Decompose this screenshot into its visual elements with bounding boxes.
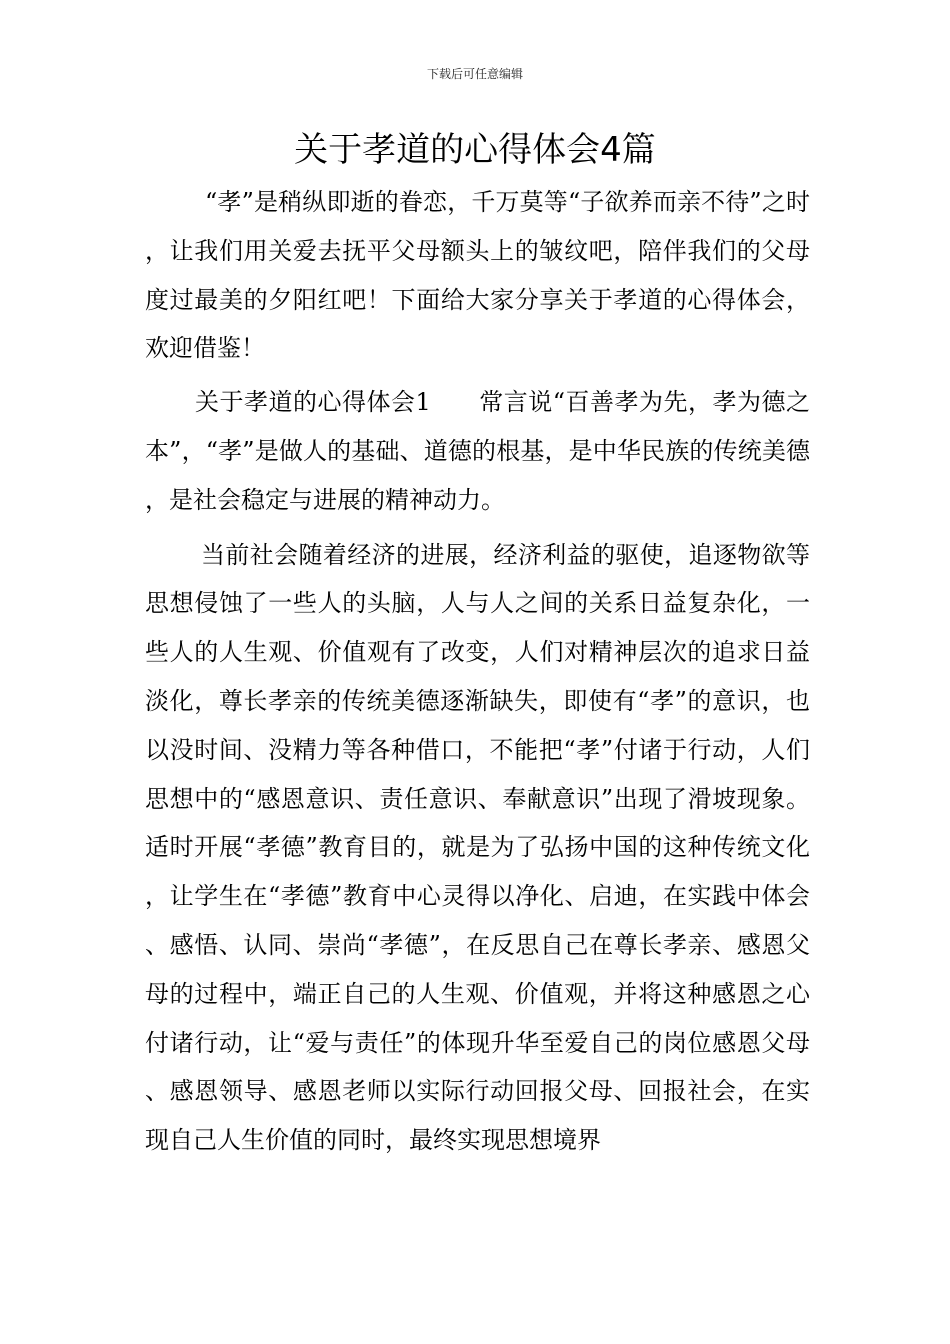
header-note: 下载后可任意编辑 [426,67,523,81]
section-1-text: 常言说“百善孝为先，孝为德之本”，“孝”是做人的基础、道德的根基，是中华民族的传统美德，是社会稳定与进展的精神动力。 [145,388,810,514]
document-body [145,178,810,1165]
body-paragraph-2: 当前社会随着经济的进展，经济利益的驱使，追逐物欲等思想侵蚀了一些人的头脑，人与人之间的关系日益复杂化，一些人的人生观、价值观有了改变，人们对精神层次的追求日益淡化，尊长孝亲的传统美德逐渐缺失，即使有“孝”的意识，也以没时间、没精力等各种借口，不能把“孝”付诸于行动，人们思想中的“感恩意识、责任意识、奉献意识”出现了滑坡现象。适时开展“孝德”教育目的，就是为了弘扬中国的这种传统文化，让学生在“孝德”教育中心灵得以净化、启迪，在实践中体会、感悟、认同、崇尚“孝德”，在反思自己在尊长孝亲、感恩父母的过程中，端正自己的人生观、价值观，并将这种感恩之心付诸行动，让“爱与责任”的体现升华至爱自己的岗位感恩父母、感恩领导、感恩老师以实际行动回报父母、回报社会，在实现自己人生价值的同时，最终实现思想境界 [145,540,810,1155]
section-1-paragraph [145,378,810,524]
section-1-heading: 关于孝道的心得体会1 [195,388,431,417]
document-title: 关于孝道的心得体会4篇 [294,130,656,170]
intro-paragraph: “孝”是稍纵即逝的眷恋，千万莫等“子欲养而亲不待”之时，让我们用关爱去抚平父母额头上的皱纹吧，陪伴我们的父母度过最美的夕阳红吧！下面给大家分享关于孝道的心得体会，欢迎借鉴！ [145,188,810,363]
